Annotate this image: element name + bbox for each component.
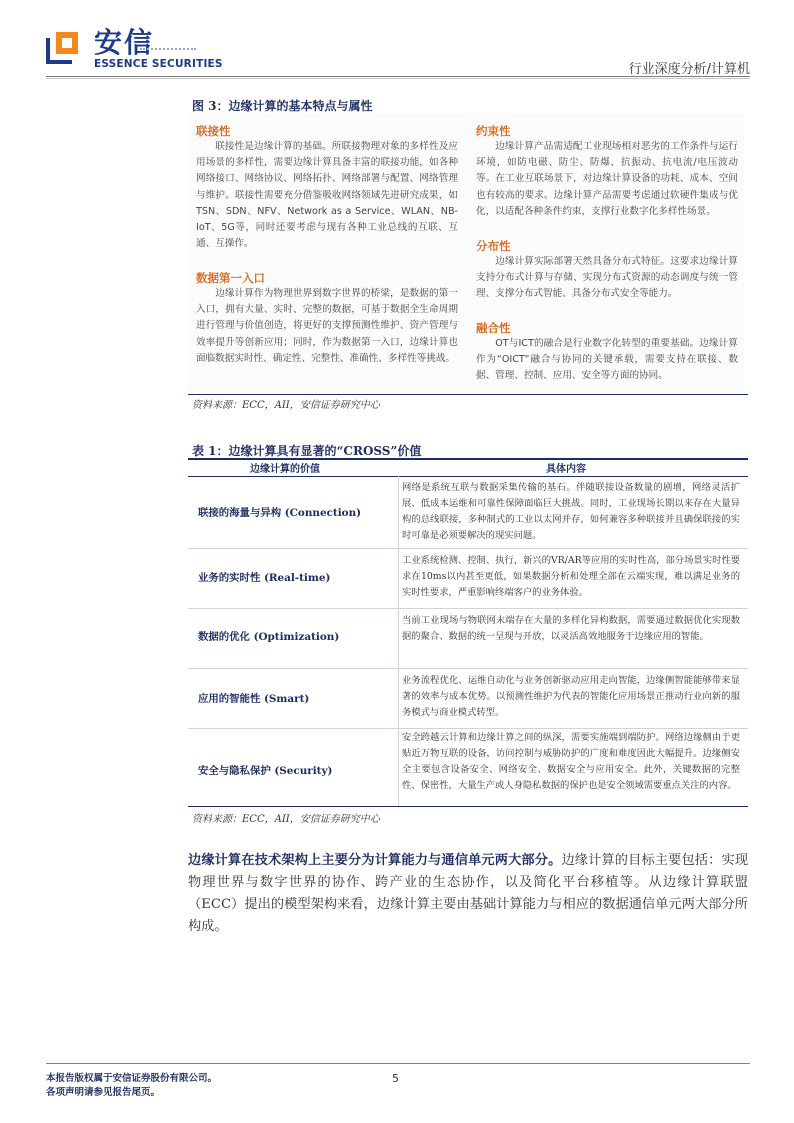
table-source: 资料来源：ECC，AII，安信证券研究中心 — [192, 814, 380, 825]
row-description: 工业系统检测、控制、执行，新兴的VR/AR等应用的实时性高，部分场景实时性要求在10ms以内甚至更低，如果数据分析和处理全部在云端实现，难以满足业务的实时性要求，严重影响终端客户的业务体验。 — [402, 555, 740, 598]
section-title-distribution: 分布性 — [476, 239, 511, 253]
section-text-connectivity: 联接性是边缘计算的基础。所联接物理对象的多样性及应用场景的多样性，需要边缘计算具备丰富的联接功能，如各种网络接口、网络协议、网络拓扑、网络部署与配置、网络管理与维护。联接性需要充分借鉴吸收网络领域先进研究成果，如TSN、SDN、NFV、Network as a Service、WLAN、NB-IoT、5G等，同时还要考虑与现有各种工业总线的互联、互通、互操作。 — [196, 141, 458, 250]
paragraph-lead-sentence: 边缘计算在技术架构上主要分为计算能力与通信单元两大部分。 — [188, 853, 562, 868]
table-row — [188, 730, 748, 806]
section-text-convergence: OT与ICT的融合是行业数字化转型的重要基础。边缘计算作为“OICT”融合与协同的关键承载，需要支持在联接、数据、管理、控制、应用、安全等方面的协同。 — [476, 338, 738, 382]
figure-source: 资料来源：ECC，AII，安信证券研究中心 — [192, 400, 380, 411]
table-row — [188, 670, 748, 726]
section-title-data-entry: 数据第一入口 — [196, 271, 265, 285]
row-description: 当前工业现场与物联网末端存在大量的多样化异构数据，需要通过数据优化实现数据的聚合、数据的统一呈现与开放，以灵活高效地服务于边缘应用的智能。 — [402, 615, 740, 642]
figure-title: 图 3：边缘计算的基本特点与属性 — [192, 99, 373, 113]
row-label: 业务的实时性 (Real-time) — [198, 572, 331, 584]
figure-bottom-rule — [188, 394, 748, 395]
table-header-rule — [188, 476, 748, 477]
row-description: 业务流程优化、运维自动化与业务创新驱动应用走向智能，边缘侧智能能够带来显著的效率与成本优势。以预测性维护为代表的智能化应用场景正推动行业向新的服务模式与商业模式转型。 — [402, 675, 740, 718]
footer-copyright: 本报告版权属于安信证券股份有限公司。 — [46, 1073, 218, 1084]
table-row-divider — [188, 548, 748, 549]
report-category: 行业深度分析/计算机 — [628, 62, 750, 77]
essence-logo-icon — [46, 30, 80, 64]
table-header — [188, 459, 748, 475]
table-title: 表 1：边缘计算具有显著的“CROSS”价值 — [192, 444, 422, 458]
section-text-data-entry: 边缘计算作为物理世界到数字世界的桥梁，是数据的第一入口，拥有大量、实时、完整的数据，可基于数据全生命周期进行管理与价值创造，将更好的支撑预测性维护、资产管理与效率提升等创新应用；同时，作为数据第一入口，边缘计算也面临数据实时性、确定性、完整性、准确性、多样性等挑战。 — [196, 288, 458, 364]
paragraph-body: 边缘计算的目标主要包括：实现物理世界与数字世界的协作、跨产业的生态协作，以及简化平台移植等。从边缘计算联盟（ECC）提出的模型架构来看，边缘计算主要由基础计算能力与相应的数据通信单元两大部分所构成。 — [188, 853, 749, 934]
section-title-constraint: 约束性 — [476, 124, 511, 138]
row-description: 安全跨越云计算和边缘计算之间的纵深，需要实施端到端防护。网络边缘侧由于更贴近万物互联的设备，访问控制与威胁防护的广度和难度因此大幅提升。边缘侧安全主要包含设备安全、网络安全、数据安全与应用安全。此外，关键数据的完整性、保密性，大量生产或人身隐私数据的保护也是安全领域需要重点关注的内容。 — [402, 732, 740, 791]
footer-disclaimer: 各项声明请参见报告尾页。 — [46, 1087, 161, 1098]
logo-chinese-text: 安信 — [94, 26, 155, 59]
row-description: 网络是系统互联与数据采集传输的基石。伴随联接设备数量的剧增，网络灵活扩展、低成本运维和可靠性保障面临巨大挑战。同时，工业现场长期以来存在大量异构的总线联接，多种制式的工业以太网并存，如何兼容多种联接并且确保联接的实时可靠是必须要解决的现实问题。 — [402, 482, 740, 541]
section-text-distribution: 边缘计算实际部署天然具备分布式特征。这要求边缘计算支持分布式计算与存储、实现分布式资源的动态调度与统一管理、支撑分布式智能、具备分布式安全等能力。 — [476, 256, 738, 300]
header-divider — [46, 76, 750, 77]
header-divider-secondary — [46, 78, 750, 79]
figure-panel — [188, 113, 744, 393]
row-label: 安全与隐私保护 (Security) — [198, 765, 333, 777]
table-row-divider — [188, 728, 748, 729]
row-label: 应用的智能性 (Smart) — [198, 693, 310, 705]
logo-obscured-mark — [140, 48, 196, 52]
body-paragraph — [188, 850, 748, 938]
table-row — [188, 610, 748, 666]
table-row — [188, 478, 748, 546]
section-title-convergence: 融合性 — [476, 321, 511, 335]
section-text-constraint: 边缘计算产品需适配工业现场相对恶劣的工作条件与运行环境，如防电磁、防尘、防爆、抗振动、抗电流/电压波动等。在工业互联场景下，对边缘计算设备的功耗、成本、空间也有较高的要求。边缘计算产品需要考虑通过软硬件集成与优化，以适配各种条件约束，支撑行业数字化多样性场景。 — [476, 141, 738, 217]
table-bottom-rule — [188, 806, 748, 807]
table-header-value: 边缘计算的价值 — [250, 464, 320, 475]
table-row-divider — [188, 668, 748, 669]
page-number: 5 — [392, 1072, 399, 1085]
table-row-divider — [188, 608, 748, 609]
table-header-content: 具体内容 — [546, 464, 586, 475]
row-label: 联接的海量与异构 (Connection) — [198, 507, 362, 519]
table-row — [188, 550, 748, 606]
logo-english-text: ESSENCE SECURITIES — [94, 58, 223, 70]
section-title-connectivity: 联接性 — [196, 124, 231, 138]
footer-divider — [46, 1063, 750, 1064]
row-label: 数据的优化 (Optimization) — [198, 631, 340, 643]
